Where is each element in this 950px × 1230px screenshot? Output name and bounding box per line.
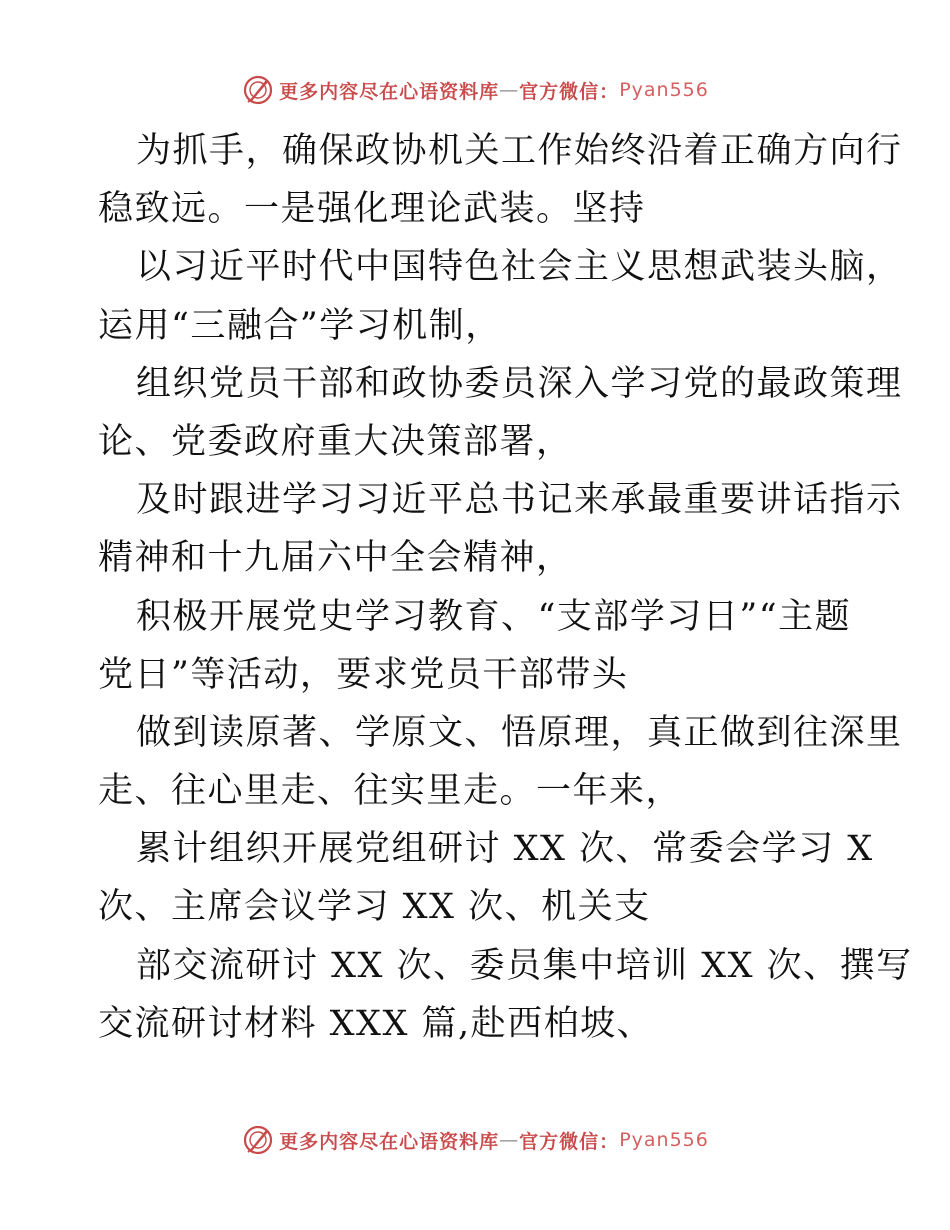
banner-wechat-label: 官方微信：: [519, 1130, 620, 1153]
body-line: 累计组织开展党组研讨 XX 次、常委会学习 X: [136, 829, 874, 870]
banner-main-text: 更多内容尽在心语资料库: [279, 1130, 500, 1153]
banner-handle: Pyan556: [619, 1129, 709, 1151]
quill-ring-logo-icon: [241, 73, 275, 107]
banner-handle: Pyan556: [619, 79, 709, 101]
banner-dash: —: [499, 79, 520, 101]
banner-wechat-label: 官方微信：: [519, 80, 620, 103]
banner-main-text: 更多内容尽在心语资料库: [279, 80, 500, 103]
body-line: 以习近平时代中国特色社会主义思想武装头脑，: [136, 247, 903, 288]
body-line: 及时跟进学习习近平总书记来承最重要讲话指示: [136, 480, 903, 521]
document-body: [98, 122, 913, 1053]
body-line: 论、党委政府重大决策部署，: [98, 421, 573, 462]
header-banner: [0, 70, 950, 110]
body-line: 部交流研讨 XX 次、委员集中培训 XX 次、撰写: [136, 945, 913, 986]
body-line: 运用“三融合”学习机制，: [98, 305, 502, 346]
quill-ring-logo-icon: [241, 1123, 275, 1157]
body-line: 做到读原著、学原文、悟原理，真正做到往深里: [136, 712, 903, 753]
footer-banner: [0, 1120, 950, 1160]
body-line: 精神和十九届六中全会精神，: [98, 538, 573, 579]
body-line: 次、主席会议学习 XX 次、机关支: [98, 887, 651, 928]
body-line: 党日”等活动，要求党员干部带头: [98, 654, 629, 695]
body-line: 组织党员干部和政协委员深入学习党的最政策理: [136, 363, 903, 404]
body-line: 为抓手，确保政协机关工作始终沿着正确方向行: [136, 131, 903, 171]
body-line: 走、往心里走、往实里走。一年来，: [98, 771, 683, 812]
body-line: 积极开展党史学习教育、“支部学习日”“主题: [136, 596, 852, 637]
body-line: 稳致远。一是强化理论武装。坚持: [98, 189, 646, 230]
body-line: 交流研讨材料 XXX 篇,赴西柏坡、: [98, 1003, 654, 1044]
banner-dash: —: [499, 1129, 520, 1151]
